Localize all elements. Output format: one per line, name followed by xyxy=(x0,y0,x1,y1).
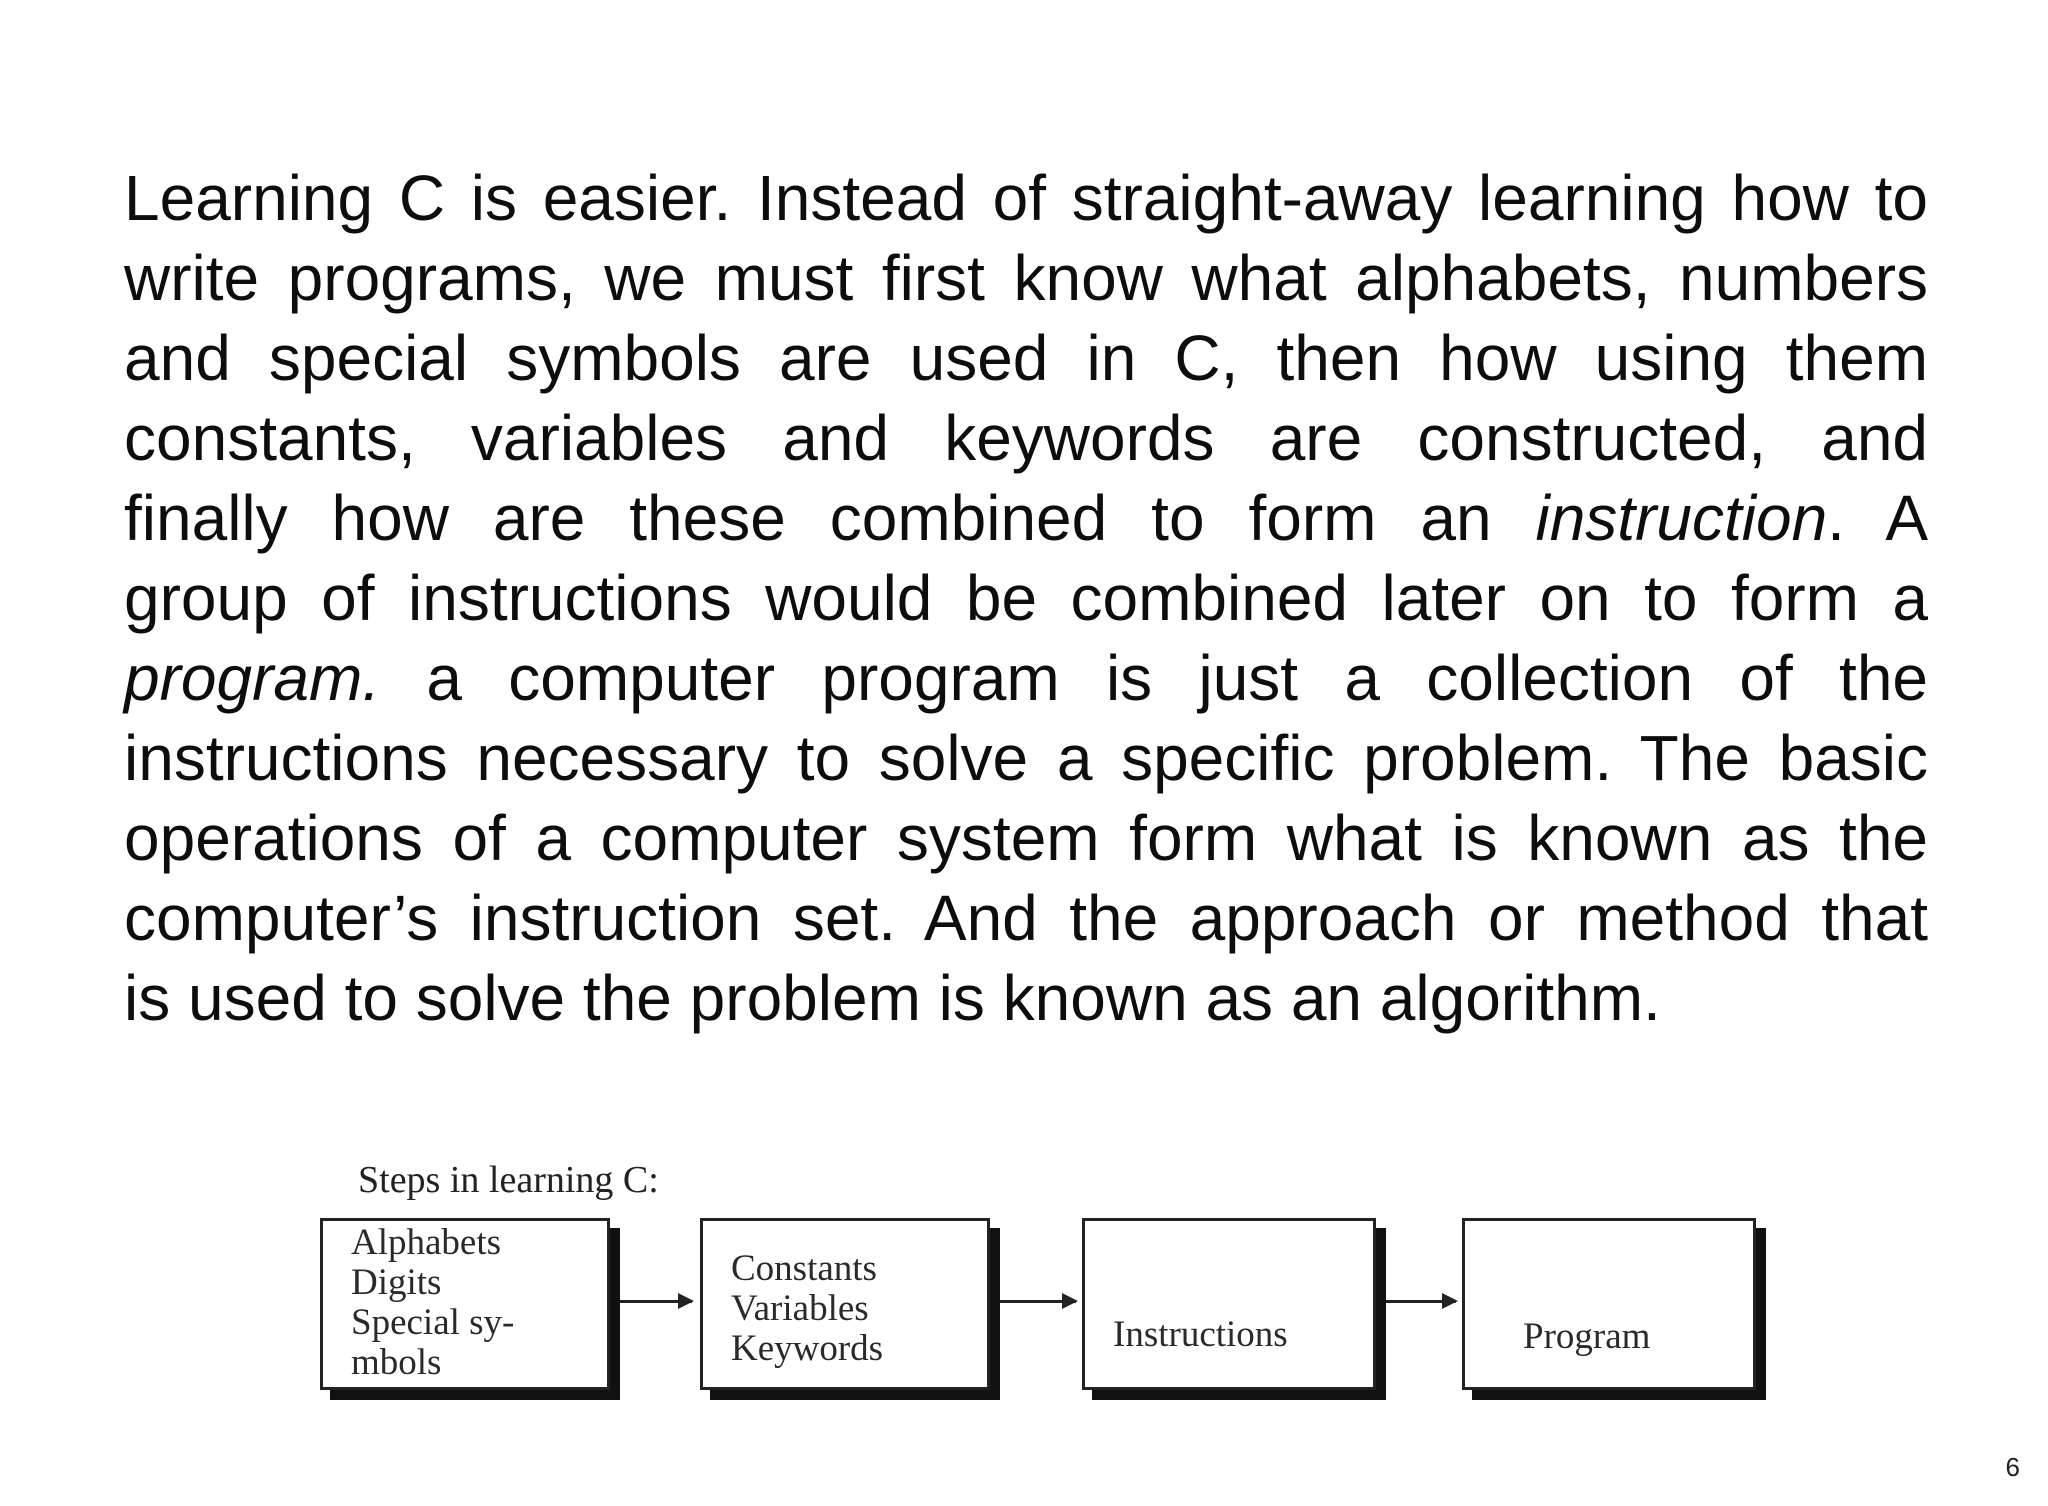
arrow-icon xyxy=(1000,1300,1076,1303)
paragraph-text: a computer program is just a collection of the xyxy=(380,642,1928,714)
paragraph-line: and special symbols are used in C, then how using them xyxy=(124,322,1928,394)
step-label: Constants xyxy=(731,1248,877,1289)
paragraph-line: Learning C is easier. Instead of straight-away learning how to xyxy=(124,162,1928,234)
step-label: mbols xyxy=(351,1342,442,1383)
step-label: Variables xyxy=(731,1288,869,1329)
step-label: Special sy- xyxy=(351,1302,515,1343)
step-label: Alphabets xyxy=(351,1222,502,1263)
paragraph-line: operations of a computer system form what is known as the xyxy=(124,802,1928,874)
instruction-term: instruction xyxy=(1535,482,1828,554)
paragraph-line: constants, variables and keywords are constructed, and xyxy=(124,402,1928,474)
arrow-icon xyxy=(620,1300,692,1303)
paragraph-text: finally how are these combined to form an xyxy=(124,482,1492,554)
step-box-instructions xyxy=(1082,1218,1376,1390)
body-paragraph xyxy=(124,158,1928,1038)
step-label: Instructions xyxy=(1113,1314,1288,1355)
paragraph-line xyxy=(124,638,1928,718)
paragraph-line: group of instructions would be combined later on to form a xyxy=(124,562,1928,634)
paragraph-text: . A xyxy=(1827,482,1929,554)
step-label: Program xyxy=(1523,1316,1651,1357)
paragraph-line xyxy=(124,478,1928,558)
paragraph-line: is used to solve the problem is known as an algorithm. xyxy=(124,962,1661,1034)
paragraph-line: instructions necessary to solve a specific problem. The basic xyxy=(124,722,1928,794)
paragraph-line: write programs, we must first know what alphabets, numbers xyxy=(124,242,1928,314)
step-box-constants xyxy=(700,1218,990,1390)
step-label: Keywords xyxy=(731,1328,884,1369)
step-box-alphabets xyxy=(320,1218,610,1390)
steps-diagram xyxy=(318,1150,1778,1420)
paragraph-line: computer’s instruction set. And the approach or method that xyxy=(124,882,1928,954)
arrow-icon xyxy=(1386,1300,1456,1303)
diagram-caption: Steps in learning C: xyxy=(358,1159,659,1201)
step-box-program xyxy=(1462,1218,1756,1390)
program-term: program. xyxy=(124,642,381,714)
step-label: Digits xyxy=(351,1262,442,1303)
page-number: 6 xyxy=(2005,1452,2020,1482)
